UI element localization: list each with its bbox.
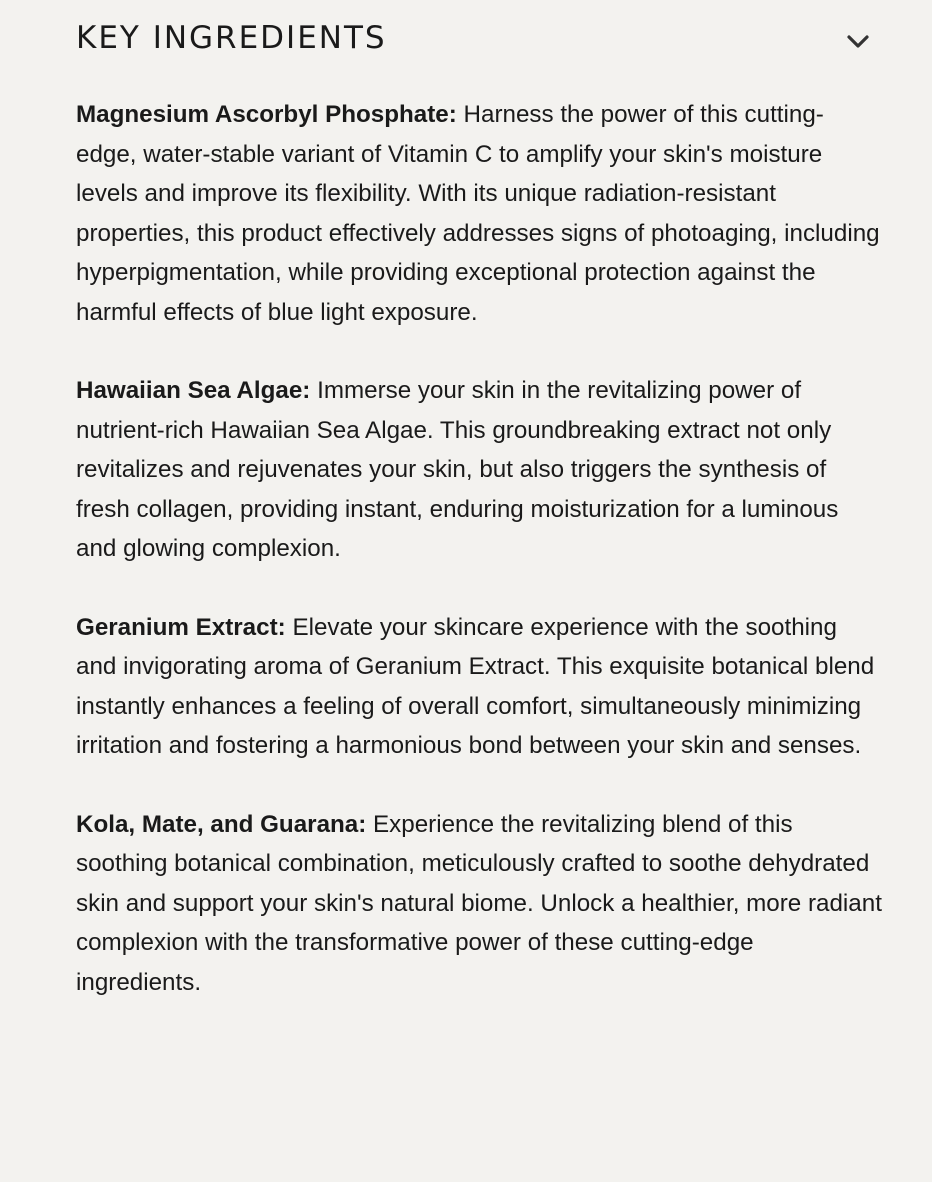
ingredient-name: Kola, Mate, and Guarana: <box>76 810 367 838</box>
ingredient-geranium-extract <box>76 608 882 766</box>
ingredient-magnesium-ascorbyl-phosphate <box>76 95 882 332</box>
section-title: KEY INGREDIENTS <box>76 20 387 56</box>
ingredient-hawaiian-sea-algae <box>76 371 882 569</box>
ingredient-description: Immerse your skin in the revitalizing power of nutrient-rich Hawaiian Sea Algae. This groundbreaking extract not only revitalizes and rejuvenates your skin, but also triggers the synthesis of fresh collagen, providing instant, enduring moisturization for a luminous and glowing complexion. <box>76 377 839 562</box>
accordion-header[interactable] <box>76 0 882 78</box>
ingredient-description: Elevate your skincare experience with the soothing and invigorating aroma of Geranium Extract. This exquisite botanical blend instantly enhances a feeling of overall comfort, simultaneously minimizing irritation and fostering a harmonious bond between your skin and senses. <box>76 613 875 759</box>
ingredient-name: Magnesium Ascorbyl Phosphate: <box>76 101 457 128</box>
accordion-body <box>76 95 882 1002</box>
ingredient-description: Harness the power of this cutting-edge, water-stable variant of Vitamin C to amplify your skin's moisture levels and improve its flexibility. With its unique radiation-resistant properties, this product effectively addresses signs of photoaging, including hyperpigmentation, while providing exceptional protection against the harmful effects of blue light exposure. <box>76 101 880 326</box>
ingredient-kola-mate-guarana <box>76 805 882 1003</box>
chevron-down-icon[interactable] <box>846 30 870 54</box>
ingredient-name: Hawaiian Sea Algae: <box>76 377 311 404</box>
ingredient-description: Experience the revitalizing blend of this soothing botanical combination, meticulously crafted to soothe dehydrated skin and support your skin's natural biome. Unlock a healthier, more radiant complexion with the transformative power of these cutting-edge ingredients. <box>76 810 882 996</box>
key-ingredients-accordion <box>76 0 882 1041</box>
ingredient-name: Geranium Extract: <box>76 613 286 641</box>
